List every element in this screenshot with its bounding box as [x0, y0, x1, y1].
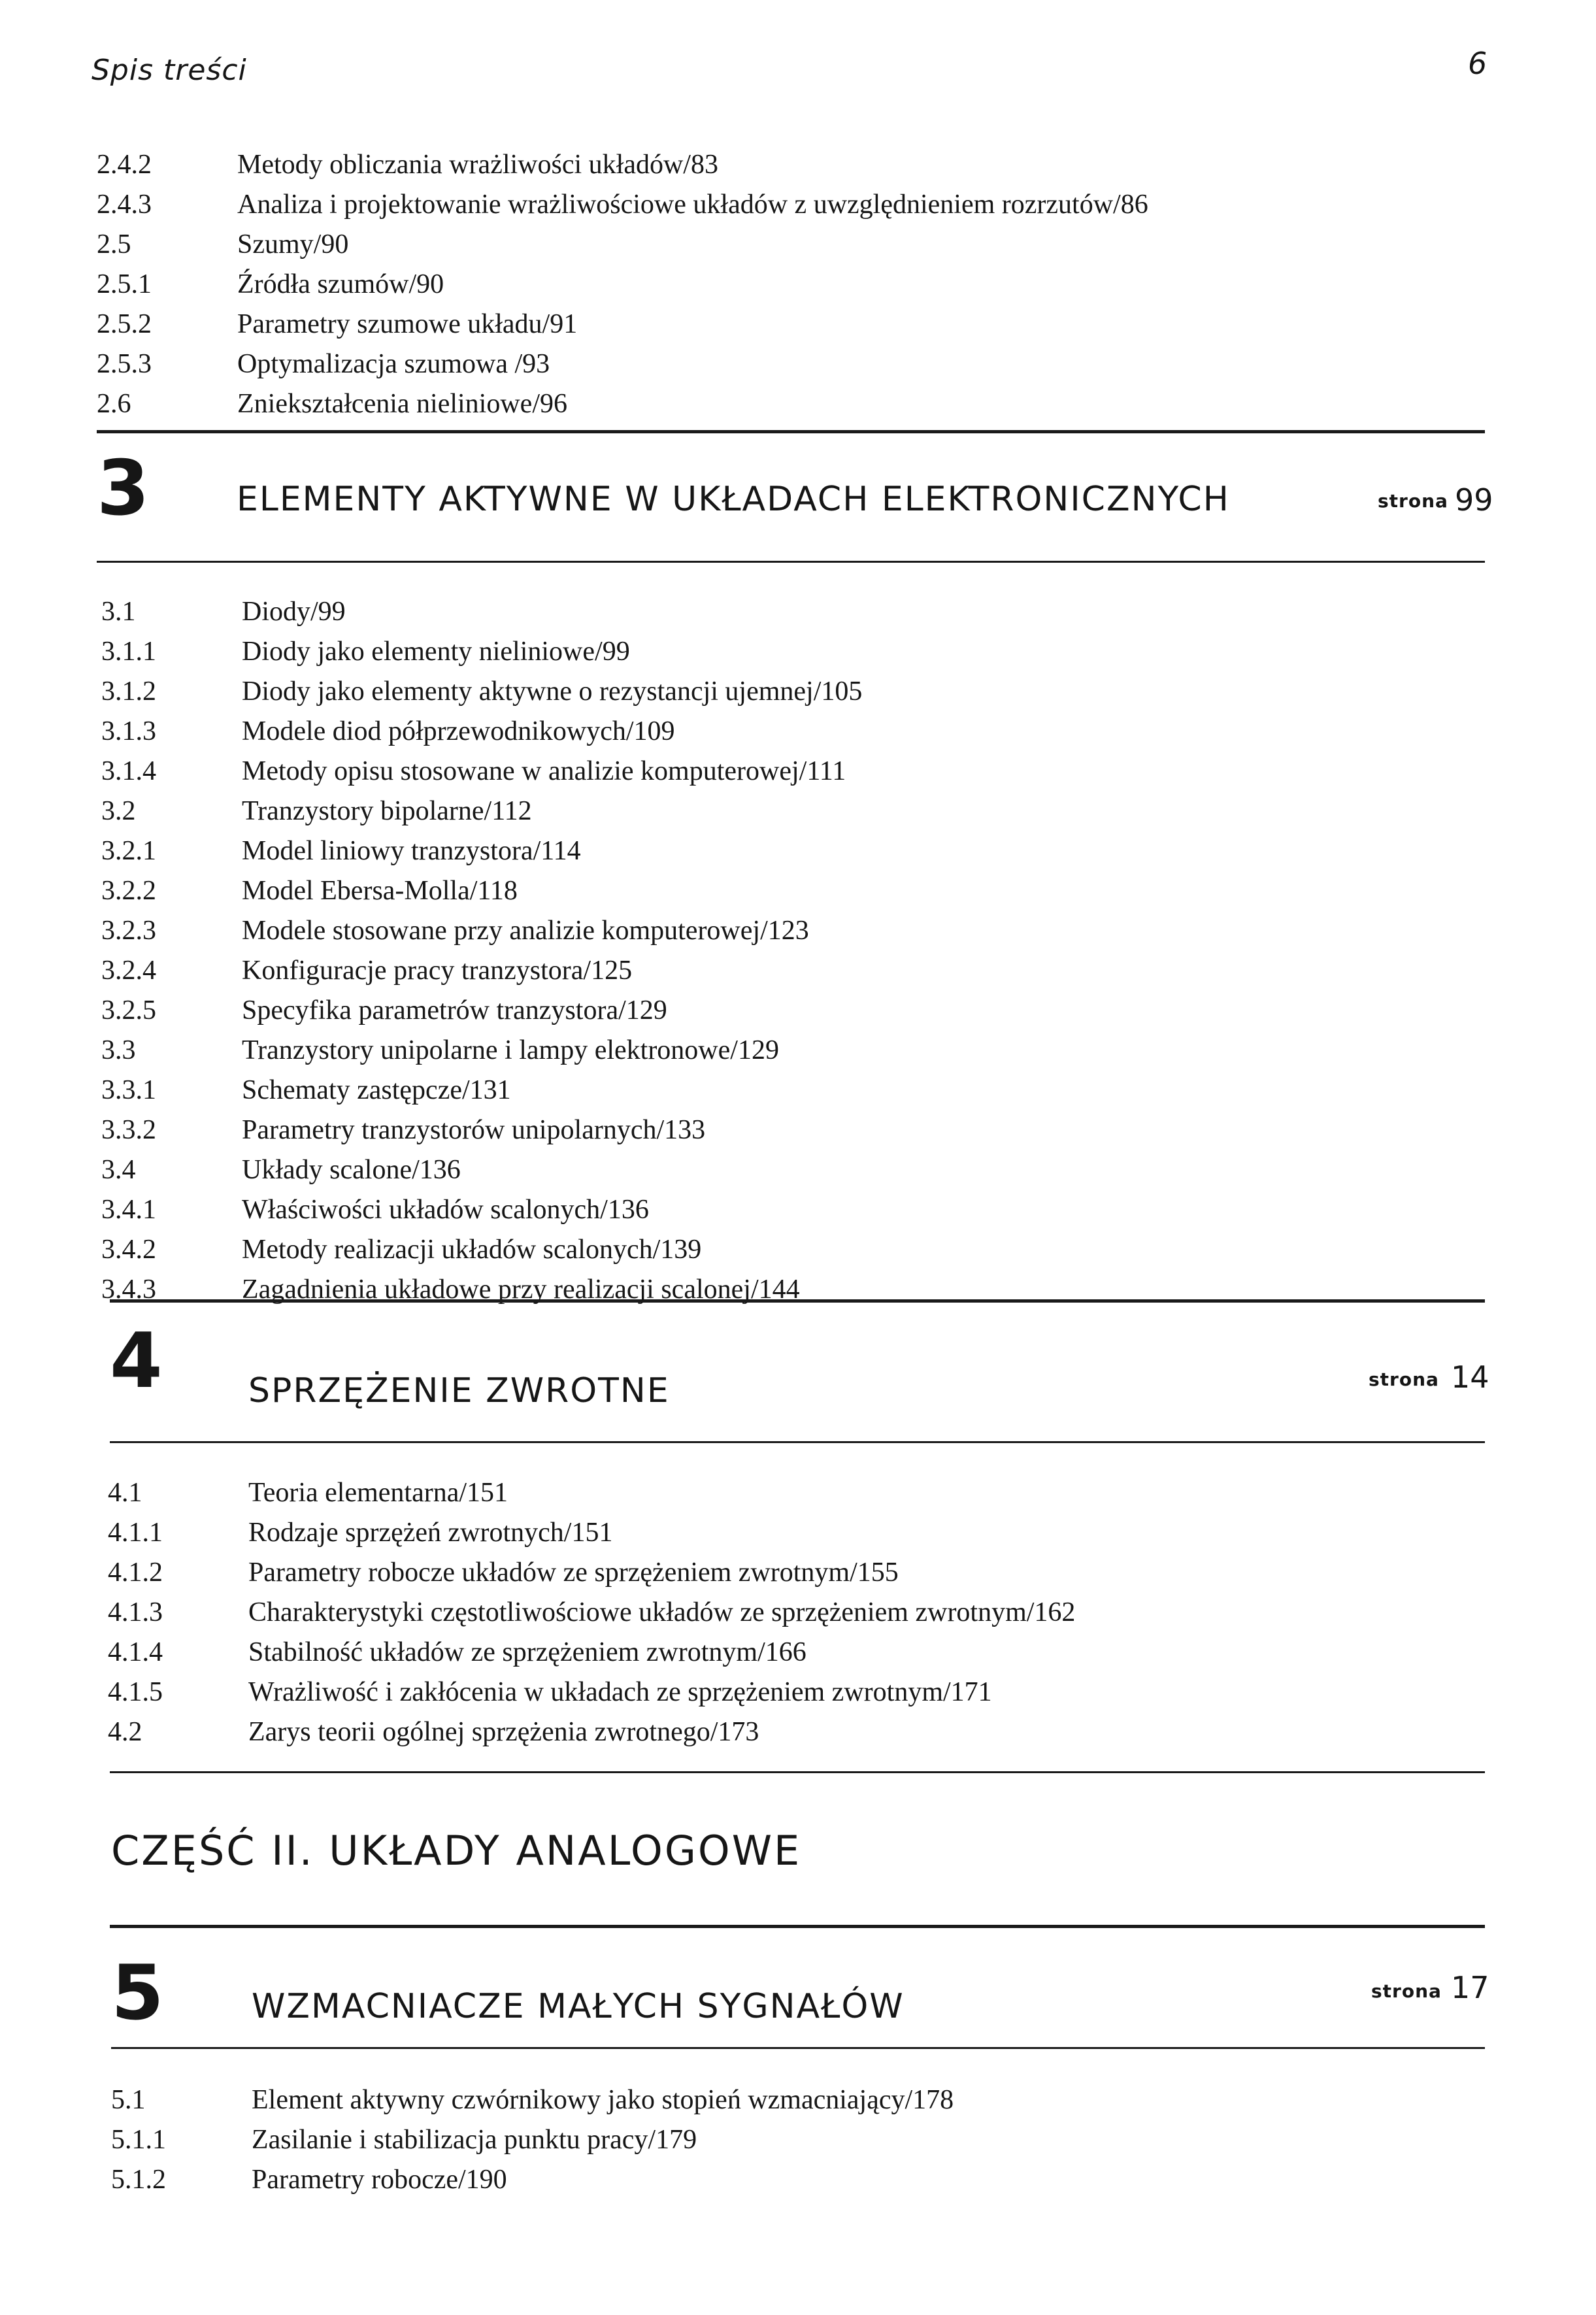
chapter-number: 3 [97, 444, 150, 533]
entry-number: 3.3.2 [101, 1115, 156, 1145]
entry-number: 3.4 [101, 1155, 136, 1185]
entry-title: Źródła szumów/90 [237, 269, 444, 299]
running-head: Spis treści [91, 54, 247, 87]
entry-number: 2.6 [97, 389, 131, 419]
entry-number: 4.2 [108, 1717, 142, 1747]
toc-entry [101, 632, 1586, 672]
divider-rule [111, 2047, 1485, 2049]
entry-title: Wrażliwość i zakłócenia w układach ze sprzężeniem zwrotnym/171 [248, 1677, 992, 1707]
entry-title: Teoria elementarna/151 [248, 1478, 508, 1508]
entry-number: 5.1.2 [111, 2165, 166, 2195]
entry-title: Analiza i projektowanie wrażliwościowe układów z uwzględnieniem rozrzutów/86 [237, 190, 1148, 220]
entry-title: Szumy/90 [237, 229, 349, 259]
entry-number: 3.1.4 [101, 756, 156, 786]
entry-title: Schematy zastępcze/131 [242, 1075, 511, 1105]
chapter-title: SPRZĘŻENIE ZWROTNE [248, 1371, 670, 1410]
entry-number: 3.2.2 [101, 876, 156, 906]
toc-entry [108, 1473, 1593, 1513]
entry-title: Parametry tranzystorów unipolarnych/133 [242, 1115, 706, 1145]
toc-entry [101, 951, 1586, 991]
divider-rule [110, 1771, 1485, 1773]
chapter-number: 4 [110, 1317, 163, 1405]
entry-number: 3.3 [101, 1035, 136, 1065]
entry-title: Stabilność układów ze sprzężeniem zwrotnym/166 [248, 1637, 806, 1667]
entry-title: Zagadnienia układowe przy realizacji scalonej/144 [242, 1274, 800, 1305]
strona-label: strona [1378, 490, 1448, 512]
entry-title: Charakterystyki częstotliwościowe układów ze sprzężeniem zwrotnym/162 [248, 1597, 1076, 1627]
entry-number: 3.1.2 [101, 676, 156, 707]
entry-number: 3.2.3 [101, 916, 156, 946]
toc-entry [108, 1633, 1593, 1673]
toc-entry [101, 1071, 1586, 1110]
entry-number: 4.1.5 [108, 1677, 163, 1707]
page-number: 6 [1468, 46, 1488, 81]
toc-entry [97, 265, 1582, 305]
entry-title: Model Ebersa-Molla/118 [242, 876, 518, 906]
entry-title: Właściwości układów scalonych/136 [242, 1195, 649, 1225]
entry-title: Specyfika parametrów tranzystora/129 [242, 995, 667, 1025]
entry-number: 2.5.2 [97, 309, 152, 339]
strona-page: 17 [1451, 1970, 1489, 2005]
entry-title: Diody/99 [242, 597, 346, 627]
entry-title: Diody jako elementy nieliniowe/99 [242, 637, 630, 667]
entry-number: 3.2 [101, 796, 136, 826]
strona-page: 14 [1451, 1359, 1489, 1395]
toc-entry [101, 831, 1586, 871]
entry-number: 3.4.1 [101, 1195, 156, 1225]
divider-rule [97, 561, 1485, 563]
entry-title: Zasilanie i stabilizacja punktu pracy/179 [252, 2125, 697, 2155]
entry-number: 3.4.2 [101, 1235, 156, 1265]
entry-title: Parametry robocze/190 [252, 2165, 507, 2195]
toc-entry [101, 1270, 1586, 1310]
entry-number: 5.1.1 [111, 2125, 166, 2155]
chapter-number: 5 [111, 1949, 164, 2037]
chapter-3-entries [101, 592, 1586, 1310]
toc-entry [97, 384, 1582, 424]
toc-entry [101, 592, 1586, 632]
entry-title: Zarys teorii ogólnej sprzężenia zwrotnego/173 [248, 1717, 759, 1747]
entry-number: 3.1.1 [101, 637, 156, 667]
entry-number: 4.1.2 [108, 1557, 163, 1588]
entry-number: 3.4.3 [101, 1274, 156, 1305]
chapter-title: ELEMENTY AKTYWNE W UKŁADACH ELEKTRONICZNYCH [237, 480, 1230, 519]
toc-entry [101, 791, 1586, 831]
entry-title: Modele stosowane przy analizie komputerowej/123 [242, 916, 809, 946]
entry-number: 2.5.1 [97, 269, 152, 299]
chapter-5-entries [111, 2080, 1596, 2200]
toc-entry [101, 991, 1586, 1031]
entry-number: 3.2.4 [101, 956, 156, 986]
entry-title: Układy scalone/136 [242, 1155, 461, 1185]
entry-title: Diody jako elementy aktywne o rezystancji ujemnej/105 [242, 676, 863, 707]
divider-rule [110, 1299, 1485, 1303]
strona-page: 99 [1455, 482, 1493, 518]
toc-entry [101, 1110, 1586, 1150]
toc-entry [101, 1230, 1586, 1270]
entry-number: 5.1 [111, 2085, 146, 2115]
toc-entry [111, 2120, 1596, 2160]
divider-rule [97, 430, 1485, 433]
entry-number: 3.2.1 [101, 836, 156, 866]
part-title: CZĘŚĆ II. UKŁADY ANALOGOWE [111, 1827, 802, 1874]
strona-label: strona [1371, 1980, 1442, 2002]
entry-number: 2.5.3 [97, 349, 152, 379]
entry-number: 3.1 [101, 597, 136, 627]
toc-entry [101, 672, 1586, 712]
entry-number: 4.1.4 [108, 1637, 163, 1667]
entry-title: Model liniowy tranzystora/114 [242, 836, 581, 866]
entry-number: 4.1.1 [108, 1518, 163, 1548]
toc-entry [101, 871, 1586, 911]
entry-title: Metody realizacji układów scalonych/139 [242, 1235, 702, 1265]
entry-number: 4.1 [108, 1478, 142, 1508]
entry-number: 2.5 [97, 229, 131, 259]
entry-number: 2.4.2 [97, 150, 152, 180]
toc-entry [97, 185, 1582, 225]
toc-entry [97, 344, 1582, 384]
entry-title: Konfiguracje pracy tranzystora/125 [242, 956, 633, 986]
entry-title: Parametry szumowe układu/91 [237, 309, 578, 339]
divider-rule [110, 1925, 1485, 1928]
entry-number: 3.1.3 [101, 716, 156, 746]
entry-title: Modele diod półprzewodnikowych/109 [242, 716, 675, 746]
entry-title: Zniekształcenia nieliniowe/96 [237, 389, 567, 419]
toc-entry [101, 911, 1586, 951]
entry-title: Tranzystory unipolarne i lampy elektronowe/129 [242, 1035, 779, 1065]
toc-entry [101, 1150, 1586, 1190]
chapter-title: WZMACNIACZE MAŁYCH SYGNAŁÓW [252, 1987, 905, 2026]
toc-entry [101, 1190, 1586, 1230]
entry-title: Optymalizacja szumowa /93 [237, 349, 550, 379]
entry-title: Rodzaje sprzężeń zwrotnych/151 [248, 1518, 613, 1548]
toc-entry [111, 2160, 1596, 2200]
toc-entry [108, 1673, 1593, 1712]
toc-entry [101, 752, 1586, 791]
entry-title: Metody opisu stosowane w analizie komputerowej/111 [242, 756, 846, 786]
toc-entry [101, 1031, 1586, 1071]
toc-entry [111, 2080, 1596, 2120]
entry-title: Parametry robocze układów ze sprzężeniem zwrotnym/155 [248, 1557, 899, 1588]
divider-rule [110, 1441, 1485, 1443]
toc-entry [97, 305, 1582, 344]
entry-number: 2.4.3 [97, 190, 152, 220]
toc-entry [108, 1712, 1593, 1752]
entry-number: 4.1.3 [108, 1597, 163, 1627]
entry-title: Element aktywny czwórnikowy jako stopień wzmacniający/178 [252, 2085, 954, 2115]
entry-title: Tranzystory bipolarne/112 [242, 796, 532, 826]
strona-label: strona [1369, 1369, 1439, 1390]
toc-entry [97, 225, 1582, 265]
entry-title: Metody obliczania wrażliwości układów/83 [237, 150, 718, 180]
toc-entry [108, 1553, 1593, 1593]
section-2-entries [97, 145, 1582, 424]
toc-entry [108, 1593, 1593, 1633]
chapter-4-entries [108, 1473, 1593, 1752]
toc-entry [101, 712, 1586, 752]
entry-number: 3.3.1 [101, 1075, 156, 1105]
toc-entry [97, 145, 1582, 185]
entry-number: 3.2.5 [101, 995, 156, 1025]
toc-entry [108, 1513, 1593, 1553]
